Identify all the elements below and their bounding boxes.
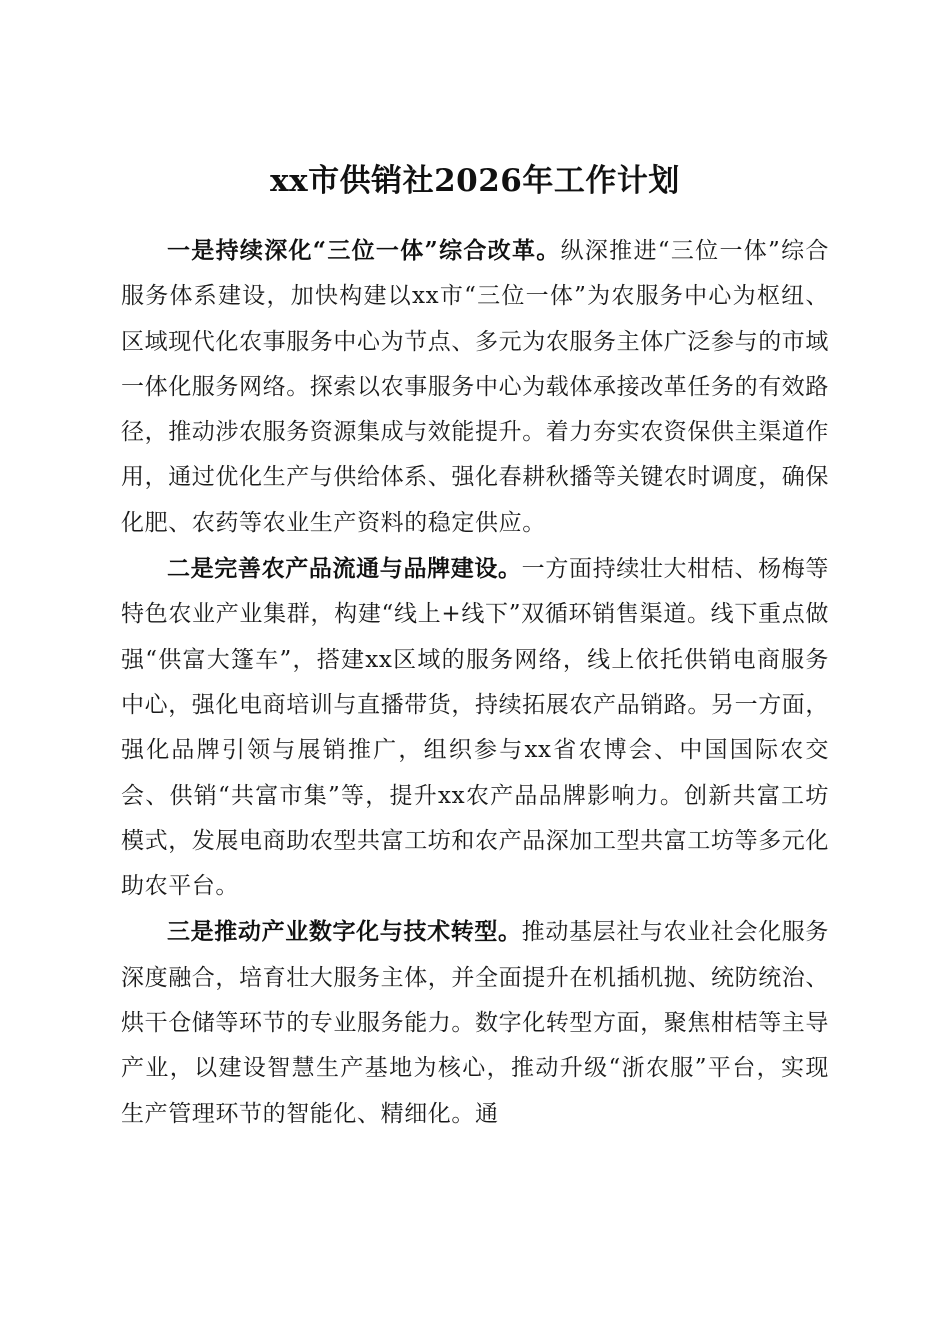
paragraph-1-text: 纵深推进“三位一体”综合服务体系建设，加快构建以xx市“三位一体”为农服务中心为枢纽、区域现代化农事服务中心为节点、多元为农服务主体广泛参与的市域一体化服务网络。探索以农事服务中心为载体承接改革任务的有效路径，推动涉农服务资源集成与效能提升。着力夯实农资保供主渠道作用，通过优化生产与供给体系、强化春耕秋播等关键农时调度，确保化肥、农药等农业生产资料的稳定供应。 xyxy=(121,238,829,536)
paragraph-2 xyxy=(121,546,829,909)
paragraph-2-text: 一方面持续壮大柑桔、杨梅等特色农业产业集群，构建“线上+线下”双循环销售渠道。线下重点做强“供富大篷车”，搭建xx区域的服务网络，线上依托供销电商服务中心，强化电商培训与直播带货，持续拓展农产品销路。另一方面，强化品牌引领与展销推广，组织参与xx省农博会、中国国际农交会、供销“共富市集”等，提升xx农产品品牌影响力。创新共富工坊模式，发展电商助农型共富工坊和农产品深加工型共富工坊等多元化助农平台。 xyxy=(121,556,829,900)
paragraph-2-lead: 二是完善农产品流通与品牌建设。 xyxy=(167,555,522,583)
paragraph-1 xyxy=(121,228,829,546)
document-body xyxy=(121,228,829,1137)
paragraph-3-text: 推动基层社与农业社会化服务深度融合，培育壮大服务主体，并全面提升在机插机抛、统防统治、烘干仓储等环节的专业服务能力。数字化转型方面，聚焦柑桔等主导产业，以建设智慧生产基地为核心，推动升级“浙农服”平台，实现生产管理环节的智能化、精细化。通 xyxy=(121,919,829,1127)
paragraph-3-lead: 三是推动产业数字化与技术转型。 xyxy=(167,918,522,946)
document-title: xx市供销社2026年工作计划 xyxy=(270,162,680,199)
paragraph-3 xyxy=(121,909,829,1136)
paragraph-1-lead: 一是持续深化“三位一体”综合改革。 xyxy=(167,237,561,264)
